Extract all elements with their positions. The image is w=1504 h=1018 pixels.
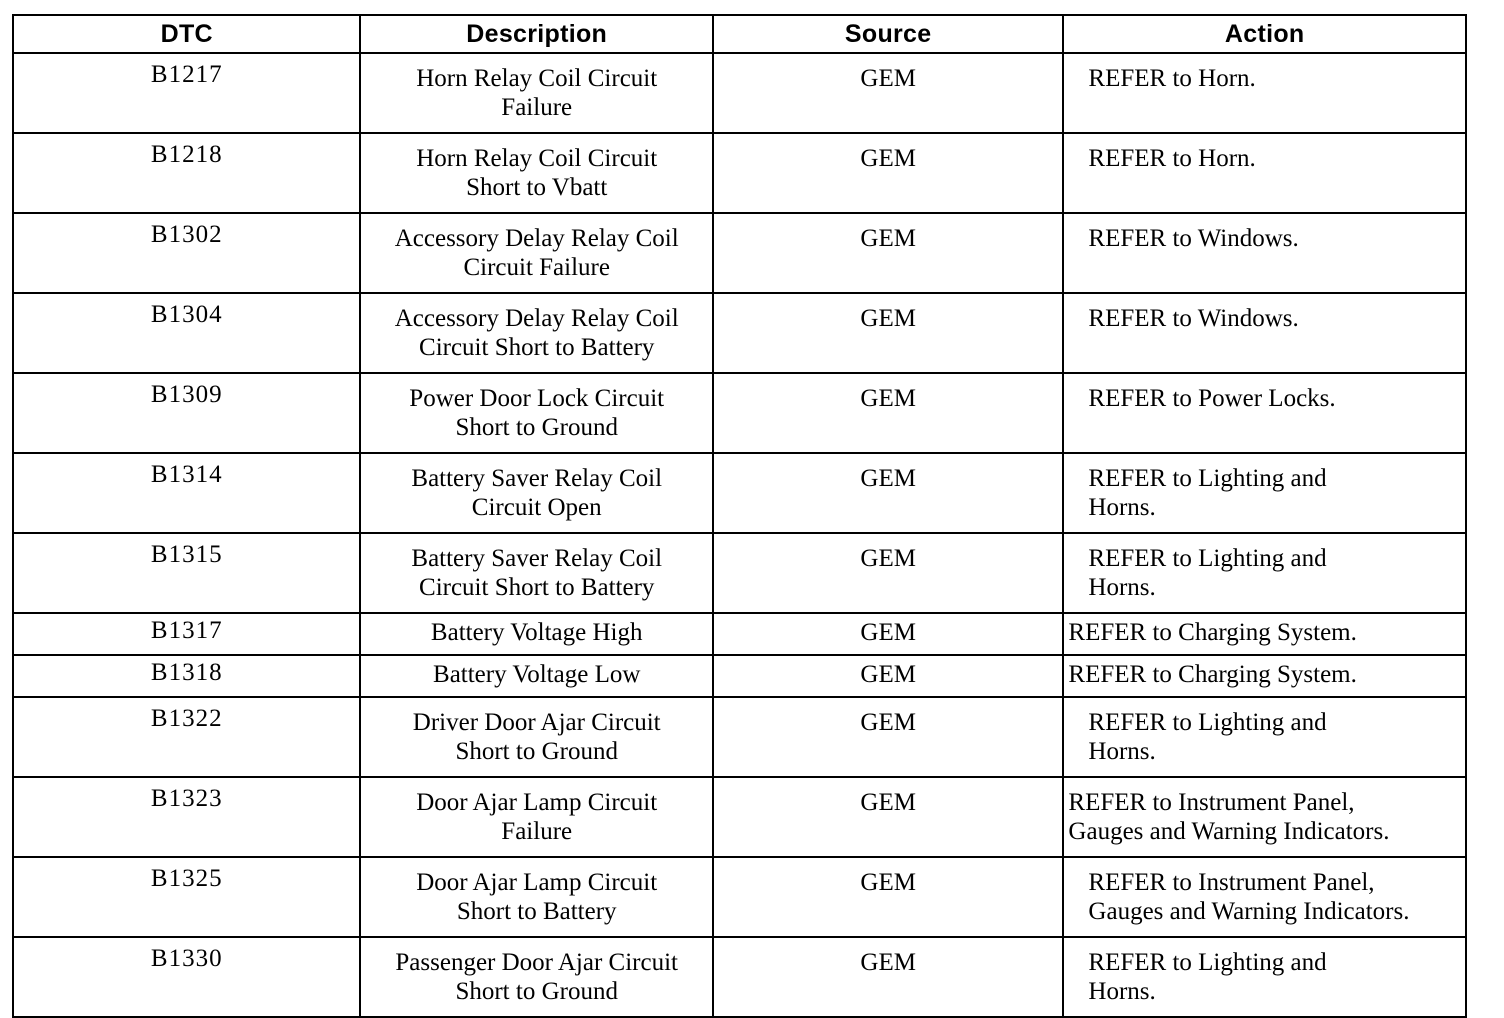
dtc-code-cell: B1318 <box>13 655 360 697</box>
action-line: REFER to Lighting and <box>1088 709 1327 736</box>
description-line: Power Door Lock Circuit <box>409 385 665 412</box>
table-row <box>13 53 1466 133</box>
action-line: REFER to Power Locks. <box>1088 385 1336 412</box>
action-cell <box>1063 453 1466 533</box>
dtc-code-cell: B1304 <box>13 293 360 373</box>
dtc-code-cell: B1323 <box>13 777 360 857</box>
source-cell: GEM <box>713 613 1063 655</box>
description-line: Short to Battery <box>456 898 617 925</box>
description-cell <box>360 857 712 937</box>
action-line: Horns. <box>1088 494 1156 521</box>
table-row <box>13 373 1466 453</box>
table-row <box>13 937 1466 1017</box>
source-cell: GEM <box>713 937 1063 1017</box>
action-line: Horns. <box>1088 738 1156 765</box>
action-cell <box>1063 613 1466 655</box>
description-line: Door Ajar Lamp Circuit <box>416 869 658 896</box>
header-action: Action <box>1063 15 1466 53</box>
header-dtc: DTC <box>13 15 360 53</box>
description-cell <box>360 777 712 857</box>
action-cell <box>1063 655 1466 697</box>
table-body <box>13 53 1466 1017</box>
action-line: REFER to Lighting and <box>1088 545 1327 572</box>
source-cell: GEM <box>713 213 1063 293</box>
description-line: Battery Voltage Low <box>433 661 641 688</box>
description-line: Short to Ground <box>455 738 618 765</box>
action-line: REFER to Windows. <box>1088 225 1299 252</box>
description-line: Short to Ground <box>455 978 618 1005</box>
description-line: Horn Relay Coil Circuit <box>416 145 658 172</box>
description-cell <box>360 133 712 213</box>
description-cell <box>360 53 712 133</box>
source-cell: GEM <box>713 777 1063 857</box>
source-cell: GEM <box>713 133 1063 213</box>
description-line: Circuit Short to Battery <box>419 574 655 601</box>
action-line: REFER to Instrument Panel, <box>1088 869 1375 896</box>
description-line: Horn Relay Coil Circuit <box>416 65 658 92</box>
action-cell <box>1063 937 1466 1017</box>
description-cell <box>360 213 712 293</box>
action-line: REFER to Instrument Panel, <box>1068 789 1355 816</box>
source-cell: GEM <box>713 453 1063 533</box>
dtc-code-cell: B1322 <box>13 697 360 777</box>
action-line: Gauges and Warning Indicators. <box>1068 818 1390 845</box>
dtc-code-cell: B1315 <box>13 533 360 613</box>
action-line: Horns. <box>1088 978 1156 1005</box>
description-line: Circuit Failure <box>463 254 610 281</box>
table-row <box>13 293 1466 373</box>
table-row <box>13 533 1466 613</box>
source-cell: GEM <box>713 697 1063 777</box>
description-line: Battery Voltage High <box>430 619 643 646</box>
description-cell <box>360 293 712 373</box>
action-cell <box>1063 133 1466 213</box>
dtc-code-cell: B1302 <box>13 213 360 293</box>
dtc-code-cell: B1330 <box>13 937 360 1017</box>
description-line: Circuit Short to Battery <box>419 334 655 361</box>
action-cell <box>1063 697 1466 777</box>
action-line: Gauges and Warning Indicators. <box>1088 898 1410 925</box>
source-cell: GEM <box>713 373 1063 453</box>
description-line: Driver Door Ajar Circuit <box>412 709 661 736</box>
action-cell <box>1063 53 1466 133</box>
action-cell <box>1063 857 1466 937</box>
table-row <box>13 613 1466 655</box>
header-source: Source <box>713 15 1063 53</box>
table-header <box>13 15 1466 53</box>
action-cell <box>1063 777 1466 857</box>
table-row <box>13 857 1466 937</box>
header-row <box>13 15 1466 53</box>
dtc-code-cell: B1218 <box>13 133 360 213</box>
source-cell: GEM <box>713 53 1063 133</box>
dtc-code-cell: B1325 <box>13 857 360 937</box>
action-line: REFER to Horn. <box>1088 65 1256 92</box>
source-cell: GEM <box>713 857 1063 937</box>
action-cell <box>1063 293 1466 373</box>
action-line: REFER to Horn. <box>1088 145 1256 172</box>
description-line: Accessory Delay Relay Coil <box>394 225 679 252</box>
description-line: Battery Saver Relay Coil <box>411 465 663 492</box>
action-line: REFER to Charging System. <box>1068 661 1357 688</box>
dtc-code-cell: B1317 <box>13 613 360 655</box>
description-cell <box>360 697 712 777</box>
dtc-code-cell: B1217 <box>13 53 360 133</box>
table-row <box>13 133 1466 213</box>
table-row <box>13 697 1466 777</box>
action-cell <box>1063 373 1466 453</box>
description-cell <box>360 373 712 453</box>
description-cell <box>360 937 712 1017</box>
table-row <box>13 213 1466 293</box>
description-cell <box>360 655 712 697</box>
description-line: Short to Vbatt <box>466 174 608 201</box>
table-row <box>13 453 1466 533</box>
description-line: Door Ajar Lamp Circuit <box>416 789 658 816</box>
source-cell: GEM <box>713 293 1063 373</box>
action-line: Horns. <box>1088 574 1156 601</box>
description-line: Accessory Delay Relay Coil <box>394 305 679 332</box>
source-cell: GEM <box>713 655 1063 697</box>
description-line: Battery Saver Relay Coil <box>411 545 663 572</box>
header-description: Description <box>360 15 712 53</box>
description-cell <box>360 613 712 655</box>
dtc-code-cell: B1309 <box>13 373 360 453</box>
description-line: Passenger Door Ajar Circuit <box>395 949 678 976</box>
action-cell <box>1063 213 1466 293</box>
table-row <box>13 655 1466 697</box>
action-line: REFER to Lighting and <box>1088 465 1327 492</box>
dtc-table <box>12 14 1467 1018</box>
action-line: REFER to Windows. <box>1088 305 1299 332</box>
action-line: REFER to Charging System. <box>1068 619 1357 646</box>
action-line: REFER to Lighting and <box>1088 949 1327 976</box>
action-cell <box>1063 533 1466 613</box>
source-cell: GEM <box>713 533 1063 613</box>
dtc-code-cell: B1314 <box>13 453 360 533</box>
description-cell <box>360 453 712 533</box>
description-line: Failure <box>501 818 573 845</box>
description-cell <box>360 533 712 613</box>
table-row <box>13 777 1466 857</box>
description-line: Short to Ground <box>455 414 618 441</box>
description-line: Failure <box>501 94 573 121</box>
description-line: Circuit Open <box>471 494 602 521</box>
